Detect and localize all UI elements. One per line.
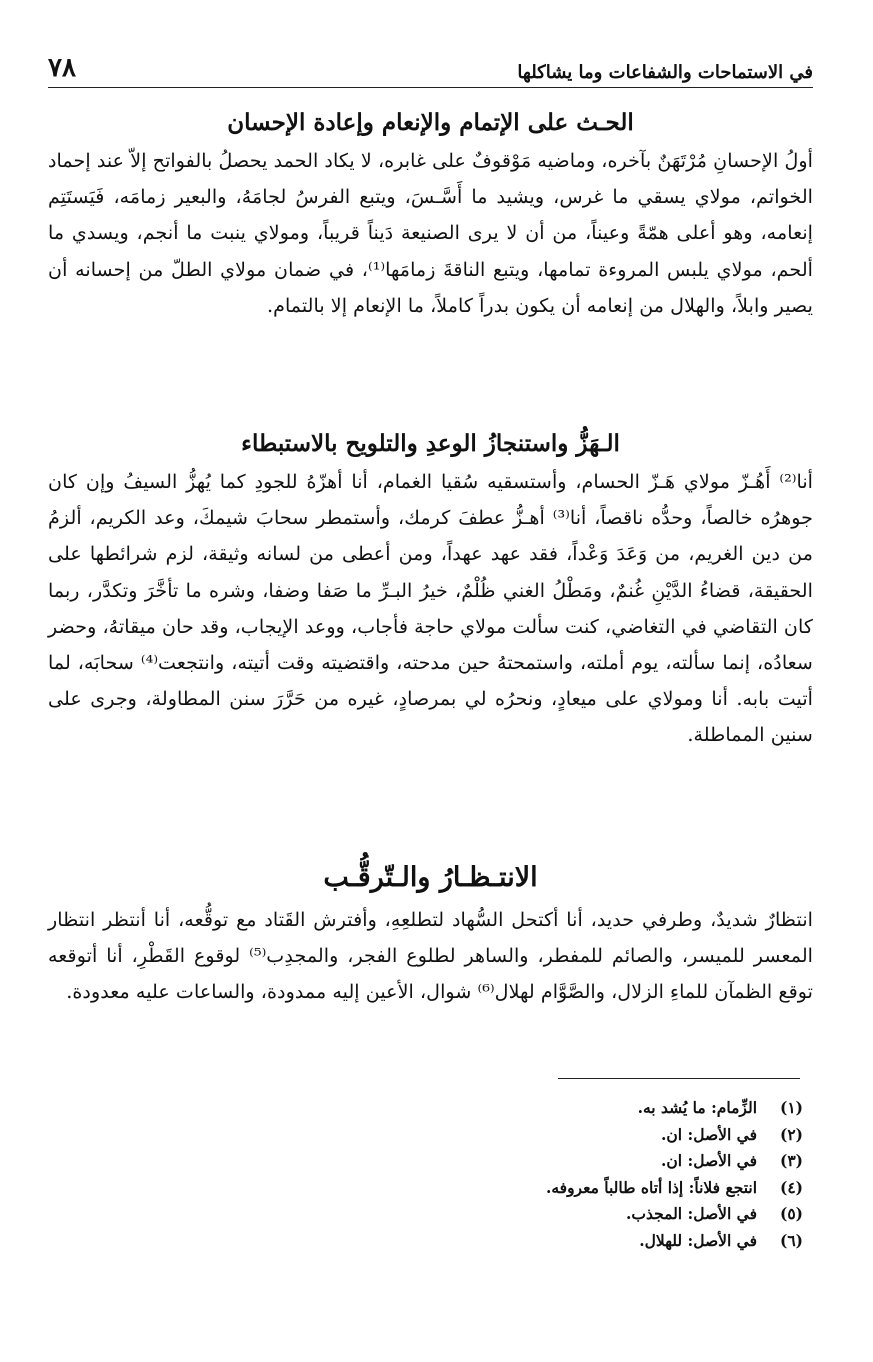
footnote-number: (٥)	[779, 1204, 803, 1224]
footnote-divider	[558, 1078, 800, 1079]
footnote-number: (١)	[779, 1098, 803, 1117]
footnote-item	[300, 1175, 803, 1202]
footnote-text: في الأصل: للهلال.	[639, 1230, 757, 1250]
footnote-item	[300, 1228, 803, 1255]
section-body: انتظارٌ شديدٌ، وطرفي حديد، أنا أكتحل السُّهاد لتطلعِهِ، وأفترش القَتاد مع توقُّعه، أنا أنتظر انتظار المعسر للميسر، والصائم للمفطر، والساهر لطلوع الفجر، والمجدِب⁽⁵⁾ لوقوع القَطْرِ، أنا أتوقعه توقع الظمآن للماءِ الزلال، والصَّوَّام لهلال⁽⁶⁾ شوال، الأعين إليه ممدودة، والساعات عليه معدودة.	[48, 908, 813, 1004]
section-completion	[48, 103, 813, 324]
footnotes-list	[300, 1095, 803, 1255]
footnote-number: (٦)	[779, 1230, 803, 1250]
footnote-item	[300, 1122, 803, 1149]
page-number: ٧٨	[48, 53, 76, 83]
footnote-number: (٢)	[779, 1124, 803, 1144]
section-body: أولُ الإحسانِ مُرْتَهَنٌ بآخره، وماضيه مَوْقوفٌ على غابره، لا يكاد الحمد يحصلُ بالفواتح إلاّ عند إحماد الخواتم، مولاي يسقي ما غرس، ويشيد ما أَسَّـسَ، ويتبع الفرسُ لجامَهُ، والبعير زمامَه، فَيَستَتِم إنعامه، وهو أعلى همّةً وعيناً، من أن لا يرى الصنيعة دَيناً قريباً، ومولاي ينبت ما أنجم، ويسدي ما ألحم، مولاي يلبس المروءة تمامها، ويتبع الناقةَ زمامَها⁽¹⁾، في ضمان مولاي الطلّ من إحسانه أن يصير وابلاً، والهلال من إنعامه أن يكون بدراً كاملاً، ما الإنعام إلا بالتمام.	[48, 149, 813, 317]
footnote-item	[300, 1148, 803, 1175]
footnote-text: الزِّمام: ما يُشد به.	[637, 1098, 757, 1117]
running-title: في الاستماحات والشفاعات وما يشاكلها	[517, 62, 813, 83]
section-heading: الـهَزُّ واستنجازُ الوعدِ والتلويح بالاستبطاء	[241, 430, 620, 457]
footnote-number: (٣)	[779, 1151, 803, 1171]
footnote-item	[300, 1095, 803, 1122]
section-urging	[48, 424, 813, 754]
footnote-number: (٤)	[779, 1177, 803, 1197]
footnote-text: في الأصل: ان.	[661, 1124, 757, 1144]
section-body: أنا⁽²⁾ أَهُـزّ مولاي هَـزّ الحسام، وأستسقيه سُقيا الغمام، أنا أهزّهُ للجودِ كما يُهزُّ السيفُ وإن كان جوهرُه خالصاً، وحدُّه ناقصاً، أنا⁽³⁾ أهـزُّ عطفَ كرمك، وأستمطر سحابَ شيمكَ، وعد الكريم، ألزمُ من دين الغريم، من وَعَدَ وَعْداً، فقد عهد عهداً، ومن أعطى من لسانه وثيقة، لزم شرائطها على الحقيقة، قضاءُ الدَّيْنِ غُنمٌ، ومَطْلُ الغني ظُلْمٌ، خيرُ البـرِّ ما صَفا وضفا، وشره ما تأخَّرَ وتكدَّر، ربما كان التقاضي في التغاضي، كنت سألت مولاي حاجة فأجاب، ووعد الإيجاب، وقد حان ميقاتهُ، وحضر سعادُه، إنما سألته، يوم أملته، واستمحتهُ حين مدحته، واقتضيته وقت أتيته، وانتجعت⁽⁴⁾ سحابَه، لما أتيت بابه. أنا ومولاي على ميعادٍ، ونحرُه لي بمرصادٍ، غيره من حَرَّرَ سنن المطاولة، وجرى على سنين المماطلة.	[48, 470, 814, 747]
footnote-text: في الأصل: المجذب.	[625, 1204, 757, 1224]
page-header	[48, 44, 813, 88]
section-heading: الحـث على الإتمام والإنعام وإعادة الإحسان	[227, 109, 634, 136]
footnote-item	[300, 1201, 803, 1228]
section-waiting	[48, 854, 813, 1011]
footnote-text: في الأصل: ان.	[661, 1151, 757, 1171]
section-heading: الانتـظـارُ والـتّرقُّـب	[323, 862, 538, 893]
footnote-text: انتجع فلاناً: إذا أتاه طالباً معروفه.	[545, 1177, 757, 1197]
